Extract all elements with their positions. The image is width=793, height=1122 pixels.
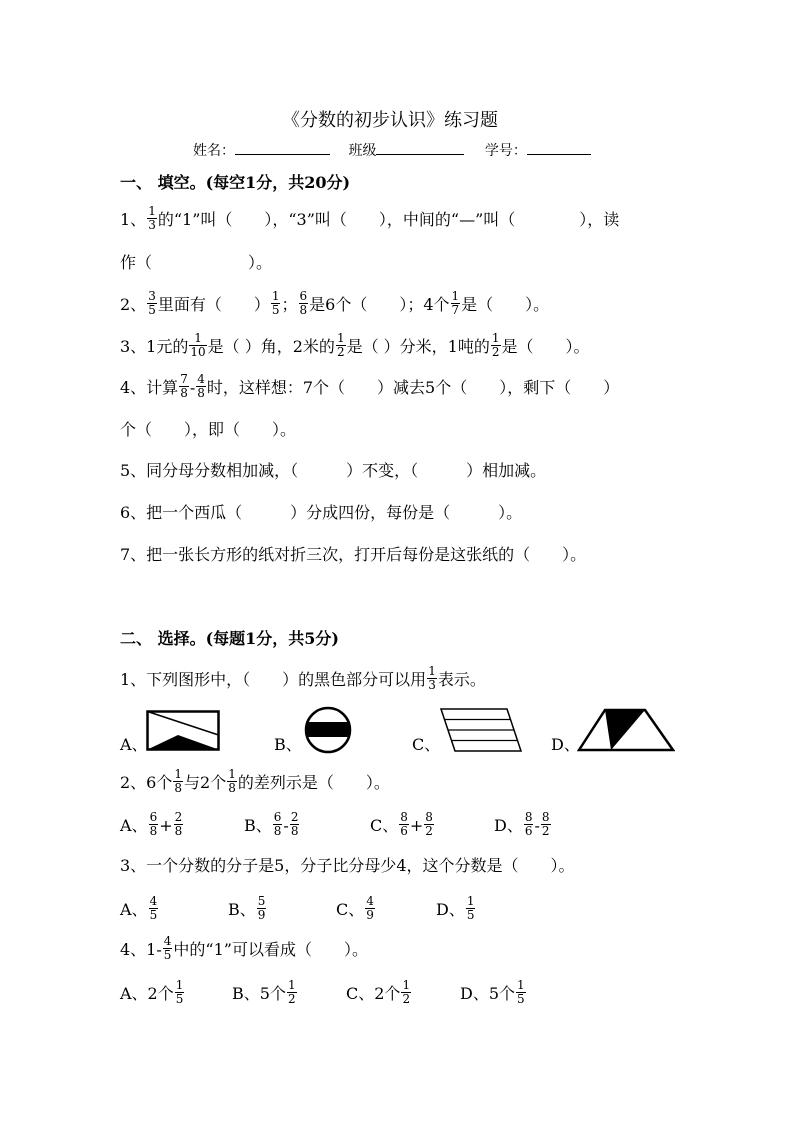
fraction [174,811,184,838]
fraction [149,895,159,922]
numerator: 8 [524,810,533,824]
s2-q3-option-c[interactable] [336,894,376,924]
name-blank[interactable] [235,140,330,155]
s2-q3: 3、一个分数的分子是5，分子比分母少4，这个分数是（ ）。 [120,856,575,875]
numerator: 1 [174,767,183,781]
option-label: B、5个 [232,984,286,1003]
option-label: B、 [244,816,272,835]
s2-q2-option-d[interactable] [494,810,552,840]
fraction [273,811,283,838]
denominator: 8 [174,781,183,795]
denominator: 5 [149,908,158,922]
numerator: 1 [428,664,436,678]
numerator: 8 [541,810,550,824]
option-label: D、 [494,816,523,835]
s2-q1 [120,664,486,694]
q-text: 表示。 [437,670,486,689]
denominator: 5 [175,992,184,1006]
denominator: 5 [466,908,475,922]
numerator: 1 [402,978,411,992]
denominator: 8 [149,824,158,838]
circle-black-band [306,722,350,737]
s1-q1-cont: 作（ ）。 [120,253,273,272]
denominator: 5 [271,303,280,317]
s1-q5: 5、同分母分数相加减，（ ）不变，（ ）相加减。 [120,461,547,480]
fraction [227,768,237,795]
q-text: 与2个 [184,773,227,792]
fraction [271,290,281,317]
denominator: 5 [148,303,156,317]
denominator: 8 [290,824,299,838]
denominator: 8 [180,386,188,400]
fraction [516,979,526,1006]
class-blank[interactable] [376,140,464,155]
denominator: 7 [451,303,460,317]
q-text: 4、1- [120,940,162,959]
fraction [290,811,300,838]
fraction [257,895,267,922]
fraction [179,373,189,400]
denominator: 2 [402,992,411,1006]
option-label: D、 [436,900,465,919]
q-text: 是（ ）角，2米的 [207,337,335,356]
denominator: 2 [425,824,433,838]
numerator: 1 [491,331,500,345]
fraction [189,332,206,359]
option-d-label: D、 [551,735,580,754]
q-text: 2、 [120,295,147,314]
fraction [541,811,551,838]
number-label: 学号： [484,143,527,159]
denominator: 5 [517,992,525,1006]
q-text: 是（ ）。 [461,295,550,314]
denominator: 8 [228,781,236,795]
shape-a-rectangle [146,710,220,752]
denominator: 8 [174,824,183,838]
s2-q2-option-c[interactable] [370,810,435,840]
denominator: 5 [163,948,172,962]
fraction [427,665,437,692]
q-text: 是6个（ ）；4个 [309,295,450,314]
option-a-label: A、 [120,735,148,754]
numerator: 4 [197,372,205,386]
option-label: A、 [120,900,148,919]
fraction [491,332,501,359]
denominator: 6 [524,824,533,838]
number-blank[interactable] [527,140,591,155]
q-text: 的差列示是（ ）。 [237,773,390,792]
denominator: 2 [541,824,550,838]
student-info [193,140,591,161]
fraction [149,811,159,838]
numerator: 6 [149,810,158,824]
q-text: 里面有（ ） [157,295,270,314]
denominator: 2 [287,992,296,1006]
numerator: 1 [271,289,280,303]
s2-q3-option-d[interactable] [436,894,476,924]
fraction [451,290,461,317]
minus-sign: - [189,378,196,397]
operator: - [534,816,540,835]
option-label: A、2个 [120,984,174,1003]
numerator: 1 [287,978,296,992]
fraction [163,935,173,962]
s1-q2 [120,289,550,319]
denominator: 9 [366,908,374,922]
fraction [524,811,534,838]
q-text: 1、 [120,210,147,229]
numerator: 5 [257,894,266,908]
operator: - [283,816,289,835]
name-label: 姓名： [193,143,235,159]
s2-q4-option-c[interactable] [346,978,412,1008]
operator: + [159,816,173,835]
denominator: 10 [190,345,206,359]
s2-q2 [120,767,390,797]
q-text: 时，这样想：7个（ ）减去5个（ ），剩下（ ） [206,378,620,397]
option-label: C、 [336,900,365,919]
s2-q2-option-b[interactable] [244,810,300,840]
s1-q7: 7、把一张长方形的纸对折三次，打开后每份是这张纸的（ ）。 [120,545,587,564]
q-text: 4、计算 [120,378,179,397]
numerator: 1 [517,978,525,992]
fraction [299,290,309,317]
fraction [287,979,297,1006]
denominator: 2 [336,345,345,359]
s1-q4 [120,372,620,402]
option-label: C、2个 [346,984,401,1003]
numerator: 1 [175,978,184,992]
option-label: D、5个 [460,984,516,1003]
numerator: 2 [290,810,299,824]
page-title: 《分数的初步认识》练习题 [282,110,498,131]
q-text: 是（ ）。 [501,337,590,356]
s1-q3 [120,331,590,361]
fraction [147,290,157,317]
shape-c-parallelogram [440,708,522,752]
numerator: 6 [273,810,282,824]
class-label: 班级 [348,143,377,159]
fraction [424,811,434,838]
q-text: 2、6个 [120,773,173,792]
s2-q3-option-a[interactable] [120,894,159,924]
option-c-label: C、 [412,735,441,754]
numerator: 1 [228,767,236,781]
denominator: 9 [257,908,266,922]
numerator: 3 [148,289,156,303]
denominator: 8 [197,386,205,400]
fraction [173,768,183,795]
s1-q6: 6、把一个西瓜（ ）分成四份，每份是（ ）。 [120,503,523,522]
numerator: 4 [149,894,158,908]
q-text: 1、下列图形中，（ ）的黑色部分可以用 [120,670,427,689]
numerator: 8 [400,810,408,824]
s1-q4-cont: 个（ ），即（ ）。 [120,420,297,439]
q-text: 是（ ）分米，1吨的 [346,337,490,356]
section-1-heading: 一、 填空。(每空1分，共20分) [120,173,351,192]
fraction [399,811,409,838]
denominator: 8 [273,824,282,838]
s2-q4-option-a[interactable] [120,978,185,1008]
denominator: 3 [428,678,436,692]
numerator: 7 [180,372,188,386]
numerator: 8 [425,810,433,824]
fraction [365,895,375,922]
q-text: 中的“1”可以看成（ ）。 [173,940,368,959]
numerator: 1 [466,894,475,908]
shape-b-circle [304,706,352,754]
q-text: ； [281,295,298,314]
option-label: B、 [228,900,256,919]
fraction [175,979,185,1006]
fraction [336,332,346,359]
s2-q2-option-a[interactable] [120,810,184,840]
numerator: 6 [299,289,308,303]
numerator: 1 [451,289,460,303]
numerator: 4 [366,894,374,908]
numerator: 2 [174,810,183,824]
fraction [147,205,157,232]
s2-q4-option-b[interactable] [232,978,298,1008]
numerator: 4 [163,934,172,948]
s1-q1 [120,204,620,234]
denominator: 2 [491,345,500,359]
section-2-heading: 二、 选择。(每题1分，共5分) [120,629,339,648]
numerator: 1 [336,331,345,345]
s2-q3-option-b[interactable] [228,894,267,924]
fraction [466,895,476,922]
q-text: 的“1”叫（ ），“3”叫（ ），中间的“—”叫（ ），读 [157,210,620,229]
fraction [401,979,411,1006]
s2-q4 [120,934,368,964]
operator: + [409,816,424,835]
s2-q4-option-d[interactable] [460,978,527,1008]
numerator: 1 [189,332,206,346]
option-label: A、 [120,816,148,835]
option-label: C、 [370,816,399,835]
option-b-label: B、 [274,735,302,754]
shape-d-trapezoid [577,708,675,752]
q-text: 3、1元的 [120,337,189,356]
fraction [196,373,206,400]
denominator: 3 [148,218,156,232]
denominator: 8 [299,303,308,317]
numerator: 1 [148,204,156,218]
denominator: 6 [400,824,408,838]
